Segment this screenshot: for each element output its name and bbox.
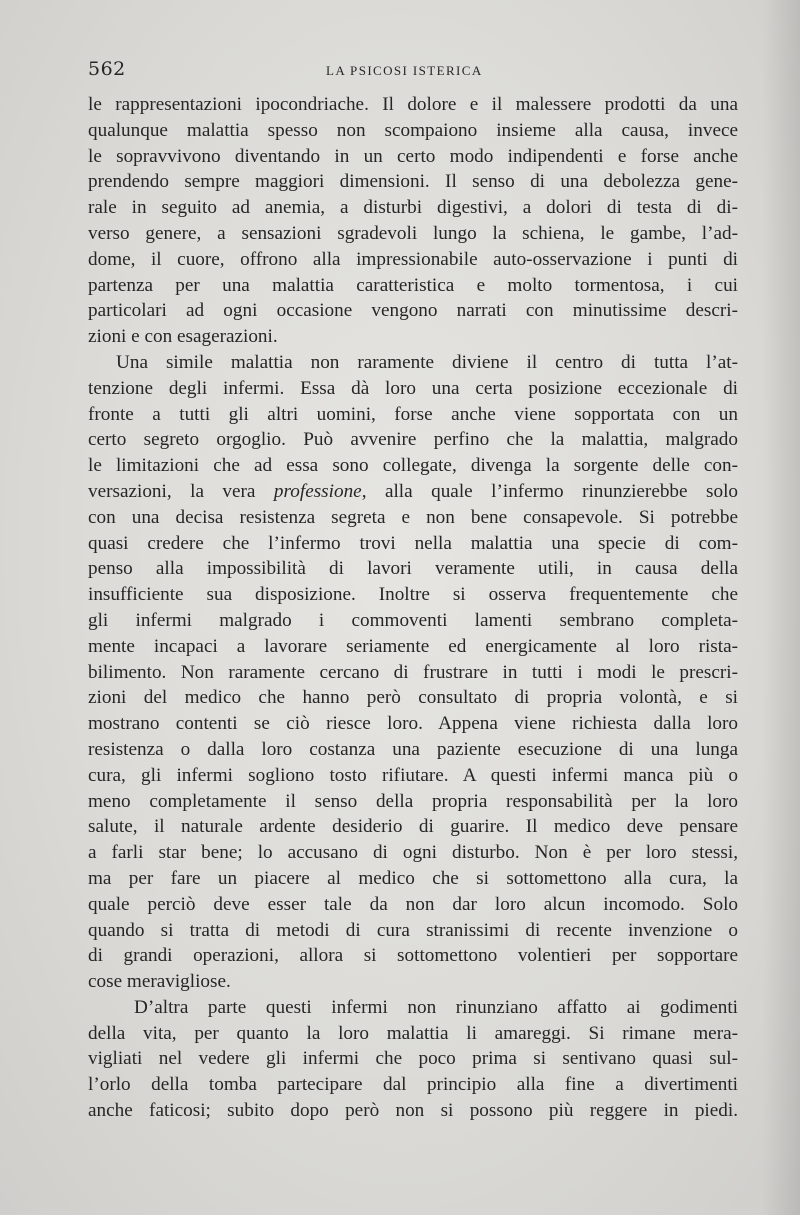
text-line: resistenza o dalla loro costanza una paziente esecuzione di una lunga: [88, 738, 738, 760]
text-line: zioni e con esagerazioni.: [88, 326, 278, 348]
text-line: quasi credere che l’infermo trovi nella malattia una specie di com-: [88, 532, 738, 554]
text-line: certo segreto orgoglio. Può avvenire perfino che la malattia, malgrado: [88, 429, 738, 451]
text-line: le limitazioni che ad essa sono collegate, divenga la sorgente delle con-: [88, 455, 738, 477]
text-line: quando si tratta di metodi di cura stranissimi di recente invenzione o: [88, 919, 738, 941]
text-line: rale in seguito ad anemia, a disturbi digestivi, a dolori di testa di di-: [88, 197, 738, 219]
text-line: cura, gli infermi sogliono tosto rifiutare. A questi infermi manca più o: [88, 764, 738, 786]
text-line: quale perciò deve esser tale da non dar loro alcun incomodo. Solo: [88, 893, 738, 915]
text-line: gli infermi malgrado i commoventi lamenti sembrano completa-: [88, 609, 738, 631]
text-line: insufficiente sua disposizione. Inoltre si osserva frequentemente che: [88, 584, 738, 606]
page-number: 562: [88, 58, 126, 80]
text-line: qualunque malattia spesso non scompaiono insieme alla causa, invece: [88, 119, 738, 141]
text-line: l’orlo della tomba partecipare dal principio alla fine a divertimenti: [88, 1074, 738, 1096]
text-line: partenza per una malattia caratteristica e molto tormentosa, i cui: [88, 274, 738, 296]
text-line: le rappresentazioni ipocondriache. Il dolore e il malessere prodotti da una: [88, 94, 738, 115]
text-line: di grandi operazioni, allora si sottomettono volentieri per sopportare: [88, 945, 738, 967]
text-line: salute, il naturale ardente desiderio di guarire. Il medico deve pensare: [88, 816, 738, 838]
text-line: della vita, per quanto la loro malattia li amareggi. Si rimane mera-: [88, 1022, 738, 1044]
text-line: a farli star bene; lo accusano di ogni disturbo. Non è per loro stessi,: [88, 842, 738, 864]
text-line: le sopravvivono diventando in un certo modo indipendenti e forse anche: [88, 145, 738, 167]
text-line: meno completamente il senso della propria responsabilità per la loro: [88, 790, 738, 812]
text-segment: , alla quale l’infermo rinunzierebbe solo: [361, 480, 738, 502]
body-text: [88, 92, 738, 1124]
text-line: fronte a tutti gli altri uomini, forse anche viene sopportata con un: [88, 403, 738, 425]
text-line: dome, il cuore, offrono alla impressionabile auto-osservazione i punti di: [88, 248, 738, 270]
text-line: vigliati nel vedere gli infermi che poco prima si sentivano quasi sul-: [88, 1048, 738, 1070]
text-line: verso genere, a sensazioni sgradevoli lungo la schiena, le gambe, l’ad-: [88, 222, 738, 244]
page-header: [88, 58, 738, 88]
running-head: LA PSICOSI ISTERICA: [326, 63, 483, 78]
text-line: bilimento. Non raramente cercano di frustrare in tutti i modi le prescri-: [88, 661, 738, 683]
text-segment: versazioni, la vera: [88, 480, 274, 502]
text-line: mostrano contenti se ciò riesce loro. Appena viene richiesta dalla loro: [88, 713, 738, 735]
text-line: ma per fare un piacere al medico che si sottomettono alla cura, la: [88, 867, 738, 889]
text-line: Una simile malattia non raramente diviene il centro di tutta l’at-: [116, 351, 738, 373]
text-line: mente incapaci a lavorare seriamente ed energicamente al loro rista-: [88, 635, 738, 657]
text-line: zioni del medico che hanno però consultato di propria volontà, e si: [88, 687, 738, 709]
page-edge-shadow: [762, 0, 800, 1215]
text-line: D’altra parte questi infermi non rinunziano affatto ai godimenti: [134, 996, 738, 1018]
text-line-with-emphasis: [88, 479, 738, 505]
text-line: cose meravigliose.: [88, 971, 231, 993]
text-line: con una decisa resistenza segreta e non bene consapevole. Si potrebbe: [88, 506, 738, 528]
emphasized-word: professione: [273, 480, 362, 502]
text-line: prendendo sempre maggiori dimensioni. Il senso di una debolezza gene-: [88, 171, 738, 193]
text-line: tenzione degli infermi. Essa dà loro una certa posizione eccezionale di: [88, 377, 738, 399]
text-line: anche faticosi; subito dopo però non si possono più reggere in piedi.: [88, 1100, 738, 1122]
text-line: penso alla impossibilità di lavori veramente utili, in causa della: [88, 558, 738, 580]
text-line: particolari ad ogni occasione vengono narrati con minutissime descri-: [88, 300, 738, 322]
